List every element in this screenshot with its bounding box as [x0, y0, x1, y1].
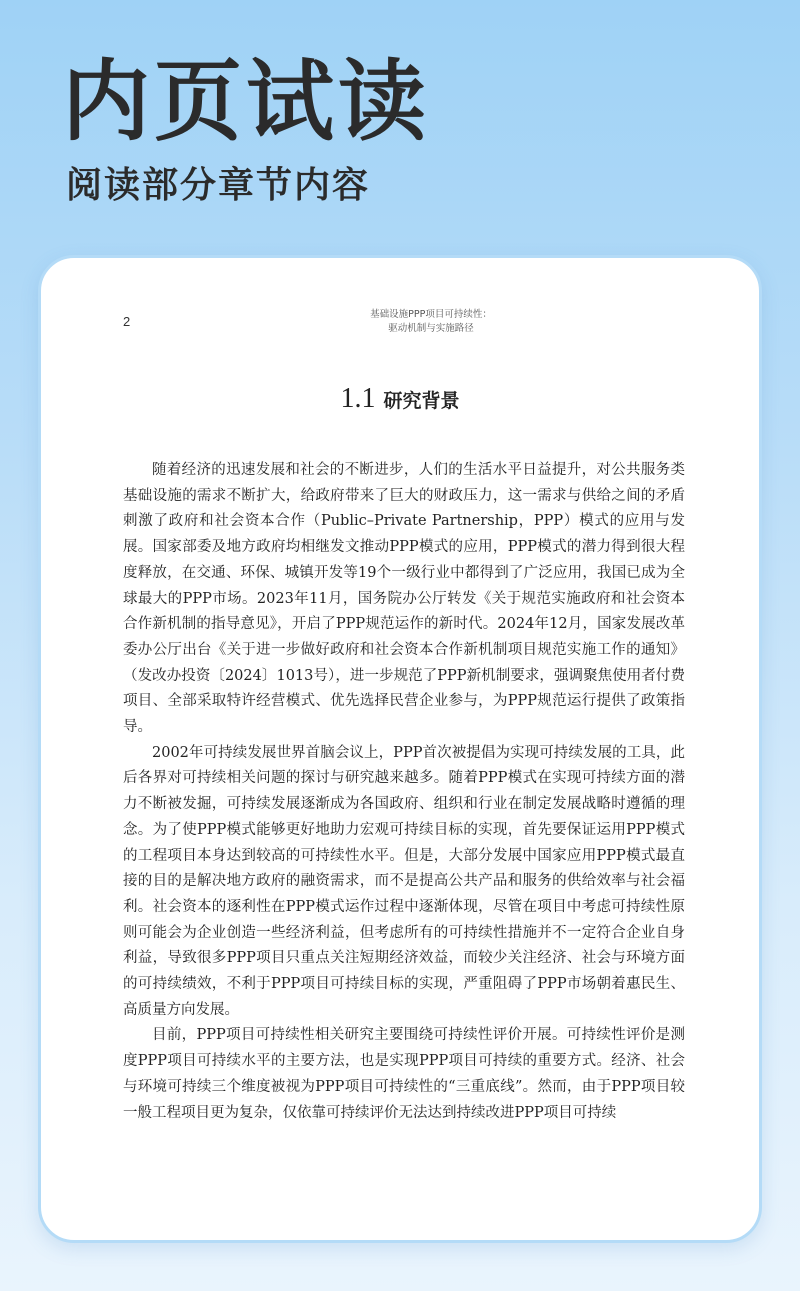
section-title: 研究背景	[383, 390, 460, 412]
page-number: 2	[123, 314, 131, 329]
paragraph: 2002年可持续发展世界首脑会议上，PPP首次被提倡为实现可持续发展的工具，此后各界对可持续相关问题的探讨与研究越来越多。随着PPP模式在实现可持续方面的潜力不断被发掘，可持续发展逐渐成为各国政府、组织和行业在制定发展战略时遵循的理念。为了使PPP模式能够更好地助力宏观可持续目标的实现，首先要保证运用PPP模式的工程项目本身达到较高的可持续性水平。但是，大部分发展中国家应用PPP模式最直接的目的是解决地方政府的融资需求，而不是提高公共产品和服务的供给效率与社会福利。社会资本的逐利性在PPP模式运作过程中逐渐体现，尽管在项目中考虑可持续性原则可能会为企业创造一些经济利益，但考虑所有的可持续性措施并不一定符合企业自身利益，导致很多PPP项目只重点关注短期经济效益，而较少关注经济、社会与环境方面的可持续绩效，不利于PPP项目可持续目标的实现，严重阻碍了PPP市场朝着惠民生、高质量方向发展。	[123, 744, 685, 1018]
running-head	[241, 308, 621, 336]
running-head-line-1: 基础设施PPP项目可持续性：	[370, 309, 492, 320]
section-heading	[41, 383, 759, 415]
hero-title: 内页试读	[62, 50, 431, 153]
running-head-line-2: 驱动机制与实施路径	[388, 323, 474, 334]
section-number: 1.1	[340, 383, 376, 414]
paragraph: 随着经济的迅速发展和社会的不断进步，人们的生活水平日益提升，对公共服务类基础设施的需求不断扩大，给政府带来了巨大的财政压力，这一需求与供给之间的矛盾刺激了政府和社会资本合作（Public–Private Partnership，PPP）模式的应用与发展。国家部委及地方政府均相继发文推动PPP模式的应用，PPP模式的潜力得到很大程度释放，在交通、环保、城镇开发等19个一级行业中都得到了广泛应用，我国已成为全球最大的PPP市场。2023年11月，国务院办公厅转发《关于规范实施政府和社会资本合作新机制的指导意见》，开启了PPP规范运作的新时代。2024年12月，国家发展改革委办公厅出台《关于进一步做好政府和社会资本合作新机制项目规范实施工作的通知》（发改办投资〔2024〕1013号），进一步规范了PPP新机制要求，强调聚焦使用者付费项目、全部采取特许经营模式、优先选择民营企业参与，为PPP规范运行提供了政策指导。	[123, 462, 685, 736]
body-text	[123, 458, 685, 1126]
paragraph: 目前，PPP项目可持续性相关研究主要围绕可持续性评价开展。可持续性评价是测度PPP项目可持续水平的主要方法，也是实现PPP项目可持续的重要方式。经济、社会与环境可持续三个维度被视为PPP项目可持续性的“三重底线”。然而，由于PPP项目较一般工程项目更为复杂，仅依靠可持续评价无法达到持续改进PPP项目可持续	[123, 1027, 685, 1121]
book-page-card	[38, 255, 762, 1243]
hero-subtitle: 阅读部分章节内容	[66, 165, 371, 206]
